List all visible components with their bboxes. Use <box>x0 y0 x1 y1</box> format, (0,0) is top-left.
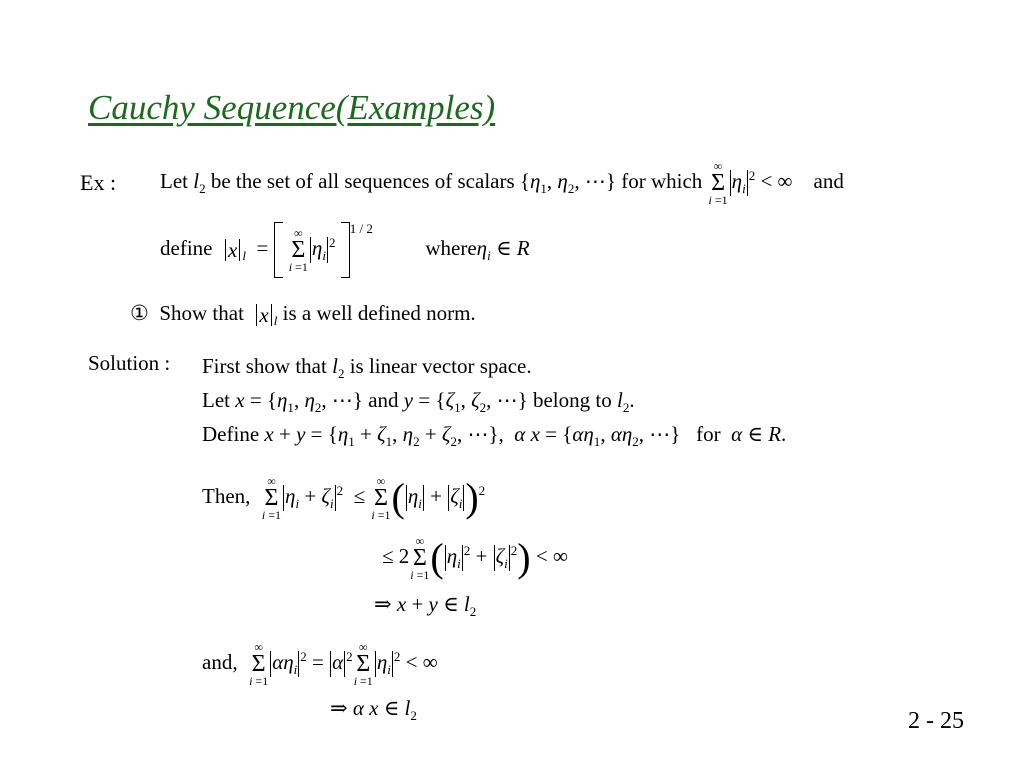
scalar-line: and, ∞ Σ i =1 $\alpha\eta_i^2 = \alpha$ $^2$ ∞ Σ i =1 $\eta_i^2$ < ∞ <box>202 640 438 689</box>
sum-symbol: ∞ Σ i =1 <box>261 474 282 523</box>
let-word-2: Let <box>202 388 230 412</box>
sum-symbol: ∞ Σ i =1 <box>249 640 269 689</box>
definition-line: Let $l_2$ be the set of all sequences of scalars {$\eta_1$, $\eta_2$, ⋯} for which ∞ Σ i =1 $\eta_i^2$ < ∞ and <box>160 159 844 208</box>
solution-line-2: Let $x = \{\eta_1$, $\eta_2$, ⋯} and $y = \{\zeta_1$, $\zeta_2$, ⋯} belong to $l_2$. <box>202 388 635 416</box>
then-line: Then, ∞ Σ i =1 $\eta_i + \zeta_i^2$ ≤ ∞ Σ i =1 ( $\eta_i + \zeta_i)^2$ <box>202 474 486 523</box>
sum-symbol: ∞ Σ i =1 <box>708 159 728 208</box>
and-word-2: and <box>368 388 399 412</box>
ex-label: Ex : <box>80 170 117 195</box>
sum-symbol: ∞ Σ i =1 <box>353 640 373 689</box>
solution-label: Solution : <box>88 351 171 375</box>
then-word: Then, <box>202 484 251 508</box>
sum-symbol: ∞ Σ i =1 <box>410 534 430 583</box>
inequality-line: ≤ 2 ∞ Σ i =1 ( $\eta_i^2 + \zeta_i^2$) < ∞ <box>382 534 568 583</box>
implication-line-1: ⇒ x + y ∈ $l_2$ <box>374 592 477 620</box>
sum-symbol: ∞ Σ i =1 <box>288 226 308 275</box>
sum-symbol: ∞ Σ i =1 <box>371 474 391 523</box>
define-word-2: Define <box>202 422 260 446</box>
item-1: ① Show that x $_l$ is a well defined norm. <box>130 301 476 329</box>
show-that-word: Show that <box>159 301 244 325</box>
page-number: 2 - 25 <box>908 708 964 734</box>
and-word: and <box>813 169 844 193</box>
implication-line-2: ⇒ α x ∈ $l_2$ <box>330 696 417 724</box>
belong-to-phrase: belong to <box>532 388 612 412</box>
solution-line-3: Define $x + y = \{\eta_1 + \zeta_1$, $\eta_2 + \zeta_2$, ⋯}, α $x = \{\alpha\eta_1$, $\alpha\eta_2$, ⋯} for α ∈ R. <box>202 422 787 450</box>
norm-definition: define x $_l$ = ∞ Σ i =1 $\eta_i^2$ $^{1 / 2}$ whereη$_i$ ∈ R <box>160 218 530 280</box>
linear-space-phrase: is linear vector space. <box>349 354 532 378</box>
where-word: where <box>425 236 477 260</box>
for-word: for <box>696 422 721 446</box>
first-show-phrase: First show that <box>202 354 327 378</box>
norm-phrase: is a well defined norm. <box>282 301 476 325</box>
let-word: Let <box>160 169 188 193</box>
page-title: Cauchy Sequence(Examples) <box>88 88 496 127</box>
item-marker: ① <box>130 301 149 325</box>
and-word-3: and, <box>202 650 238 674</box>
for-which-word: for which <box>621 169 703 193</box>
solution-line-1: First show that $l_2$ is linear vector space. <box>202 354 532 382</box>
define-word: define <box>160 236 213 260</box>
set-phrase: be the set of all sequences of scalars <box>210 169 515 193</box>
